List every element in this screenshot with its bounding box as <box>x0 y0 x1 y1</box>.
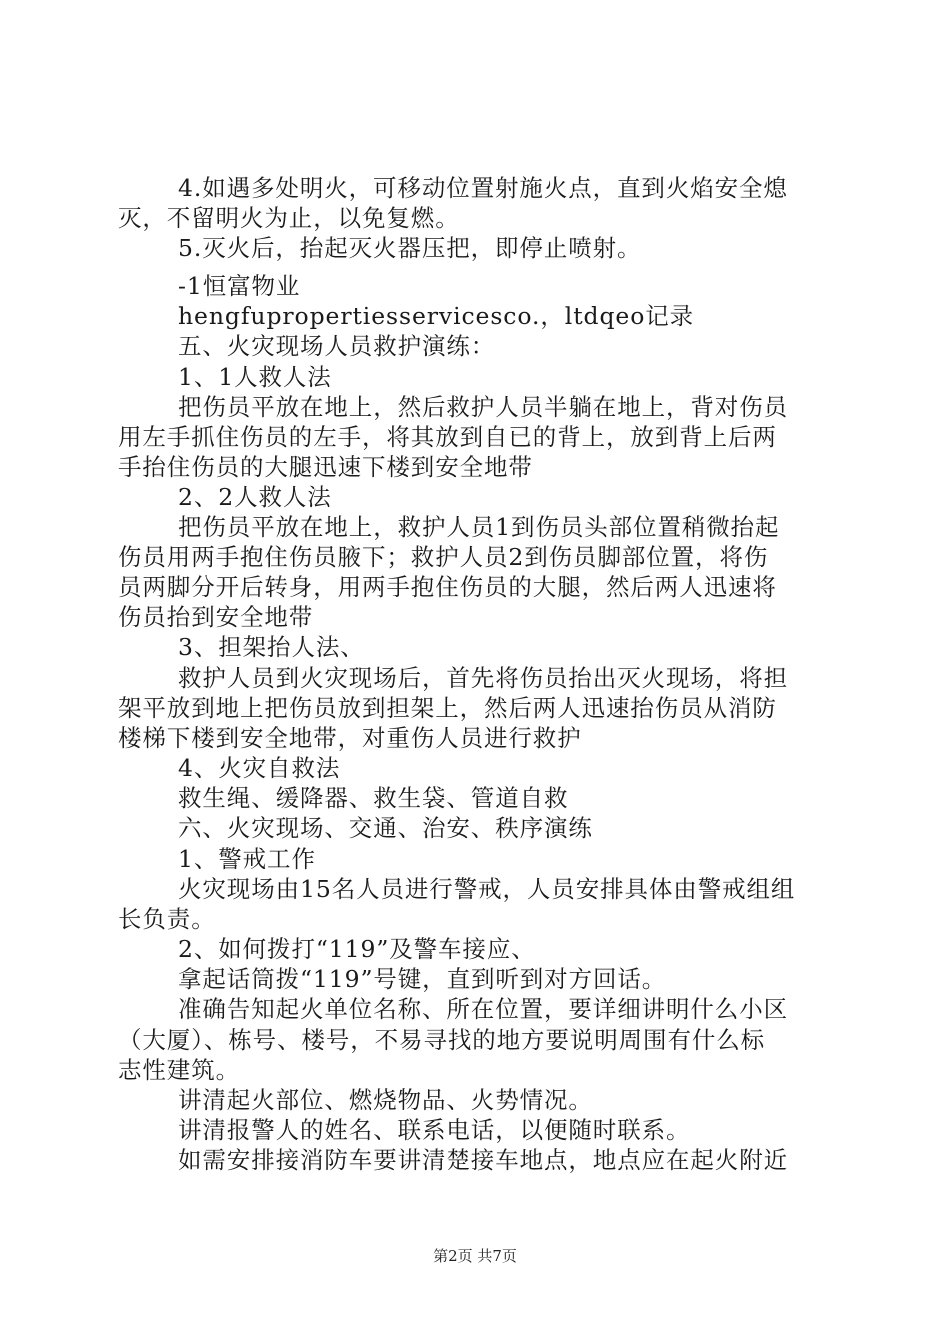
text-line: 火灾现场由15名人员进行警戒，人员安排具体由警戒组组 <box>178 875 796 903</box>
text-line: 手抬住伤员的大腿迅速下楼到安全地带 <box>118 453 533 481</box>
text-line: 志性建筑。 <box>118 1056 240 1084</box>
text-line: hengfupropertiesservicesco.，ltdqeo记录 <box>178 302 695 330</box>
subsection-heading: 4、火灾自救法 <box>178 754 341 782</box>
text-line: 救生绳、缓降器、救生袋、管道自救 <box>178 784 569 812</box>
text-line: 准确告知起火单位名称、所在位置，要详细讲明什么小区 <box>178 995 788 1023</box>
text-line: 讲清起火部位、燃烧物品、火势情况。 <box>178 1086 593 1114</box>
text-line: 长负责。 <box>118 905 216 933</box>
text-line: 楼梯下楼到安全地带，对重伤人员进行救护 <box>118 724 582 752</box>
page-number-footer: 第2页 共7页 <box>433 1247 517 1265</box>
subsection-heading: 3、担架抬人法、 <box>178 633 365 661</box>
text-line: -1恒富物业 <box>178 272 301 300</box>
text-line: 讲清报警人的姓名、联系电话，以便随时联系。 <box>178 1116 691 1144</box>
subsection-heading: 1、警戒工作 <box>178 845 316 873</box>
text-line: 5.灭火后，抬起灭火器压把，即停止喷射。 <box>178 234 642 262</box>
subsection-heading: 2、如何拨打“119”及警车接应、 <box>178 935 536 963</box>
text-line: （大厦）、栋号、楼号，不易寻找的地方要说明周围有什么标 <box>118 1026 766 1054</box>
text-line: 员两脚分开后转身，用两手抱住伤员的大腿，然后两人迅速将 <box>118 573 777 601</box>
text-line: 把伤员平放在地上，然后救护人员半躺在地上，背对伤员 <box>178 393 788 421</box>
subsection-heading: 1、1人救人法 <box>178 363 332 391</box>
text-line: 拿起话筒拨“119”号键，直到听到对方回话。 <box>178 965 667 993</box>
subsection-heading: 2、2人救人法 <box>178 483 332 511</box>
text-line: 救护人员到火灾现场后，首先将伤员抬出灭火现场，将担 <box>178 664 788 692</box>
section-heading: 五、火灾现场人员救护演练： <box>178 332 496 360</box>
text-line: 灭，不留明火为止，以免复燃。 <box>118 204 460 232</box>
text-line: 伤员抬到安全地带 <box>118 603 314 631</box>
text-line: 4.如遇多处明火，可移动位置射施火点，直到火焰安全熄 <box>178 174 788 202</box>
text-line: 用左手抓住伤员的左手，将其放到自已的背上，放到背上后两 <box>118 423 777 451</box>
text-line: 把伤员平放在地上，救护人员1到伤员头部位置稍微抬起 <box>178 513 780 541</box>
text-line: 如需安排接消防车要讲清楚接车地点，地点应在起火附近 <box>178 1146 788 1174</box>
text-line: 伤员用两手抱住伤员腋下；救护人员2到伤员脚部位置，将伤 <box>118 543 769 571</box>
text-line: 架平放到地上把伤员放到担架上，然后两人迅速抬伤员从消防 <box>118 694 777 722</box>
section-heading: 六、火灾现场、交通、治安、秩序演练 <box>178 814 593 842</box>
